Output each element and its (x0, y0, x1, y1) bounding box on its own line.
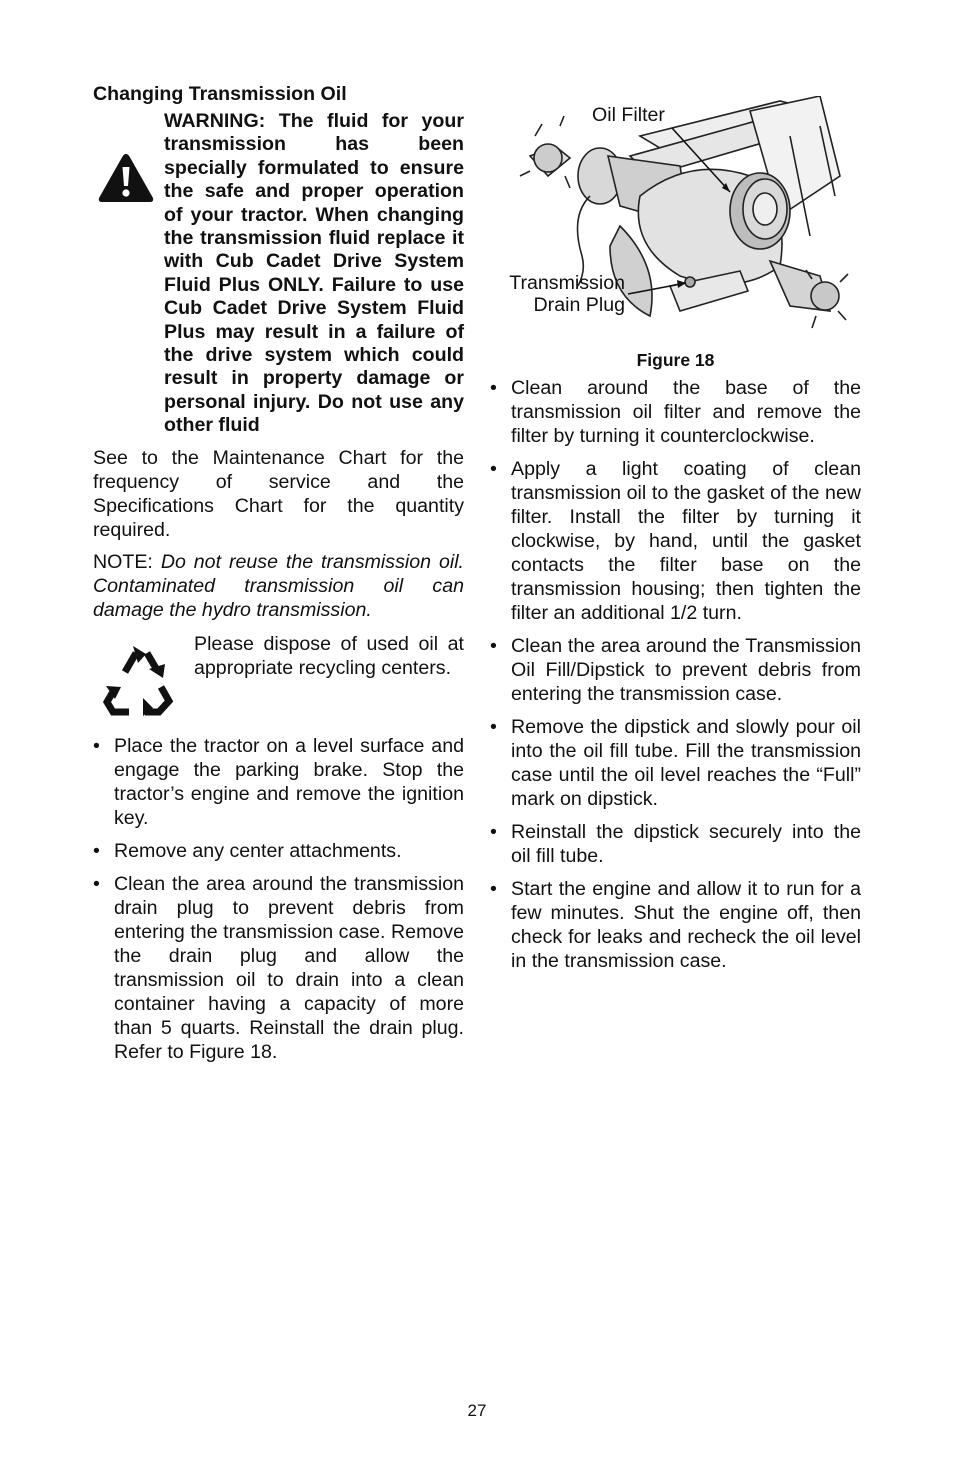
maintenance-paragraph: See to the Maintenance Chart for the frequency of service and the Specifications Chart for the quantity required. (93, 446, 464, 541)
note-label: NOTE: (93, 550, 161, 573)
recycle-block (93, 632, 464, 722)
list-item: • Clean the area around the transmission drain plug to prevent debris from entering the transmission case. Remove the drain plug and allow the transmission oil to drain into a clean container having a capacity of more than 5 quarts. Reinstall the drain plug. Refer to Figure 18. (93, 872, 464, 1064)
left-bullet-list (93, 734, 464, 1064)
drain-plug-label-line1: Transmission (509, 272, 625, 294)
section-title: Changing Transmission Oil (93, 83, 347, 105)
figure-caption: Figure 18 (636, 350, 715, 370)
list-item: • Remove any center attachments. (93, 839, 464, 863)
figure-18 (490, 96, 861, 346)
recycle-icon (99, 642, 181, 718)
list-item: • Clean around the base of the transmission oil filter and remove the filter by turning it counterclockwise. (490, 376, 861, 448)
warning-text: WARNING: The fluid for your transmission has been specially formulated to ensure the safe and proper operation of your tractor. When changing the transmission fluid replace it with Cub Cadet Drive System Fluid Plus ONLY. Failure to use Cub Cadet Drive System Fluid Plus may result in a failure of the drive system which could result in property damage or personal injury. Do not use any other fluid (164, 110, 464, 437)
list-item: • Apply a light coating of clean transmission oil to the gasket of the new filter. Install the filter by turning it clockwise, by hand, until the gasket contacts the filter base on the transmission housing; then tighten the filter an additional 1/2 turn. (490, 457, 861, 625)
list-item: • Start the engine and allow it to run for a few minutes. Shut the engine off, then check for leaks and recheck the oil level in the transmission case. (490, 877, 861, 973)
list-item: • Remove the dipstick and slowly pour oil into the oil fill tube. Fill the transmission case until the oil level reaches the “Full” mark on dipstick. (490, 715, 861, 811)
right-bullet-list (490, 376, 861, 973)
left-column (93, 82, 464, 1073)
note-text: Do not reuse the transmission oil. Contaminated transmission oil can damage the hydro transmission. (93, 550, 464, 621)
list-item: • Place the tractor on a level surface and engage the parking brake. Stop the tractor’s engine and remove the ignition key. (93, 734, 464, 830)
list-item: • Reinstall the dipstick securely into the oil fill tube. (490, 820, 861, 868)
oil-filter-label: Oil Filter (592, 104, 665, 126)
page-number: 27 (467, 1401, 487, 1420)
warning-triangle-icon (97, 152, 155, 204)
list-item: • Clean the area around the Transmission Oil Fill/Dipstick to prevent debris from entering the transmission case. (490, 634, 861, 706)
warning-block (93, 110, 464, 438)
recycle-text: Please dispose of used oil at appropriate recycling centers. (194, 632, 464, 679)
note-paragraph (93, 550, 464, 622)
drain-plug-label-line2: Drain Plug (533, 294, 625, 316)
right-column (490, 96, 861, 982)
